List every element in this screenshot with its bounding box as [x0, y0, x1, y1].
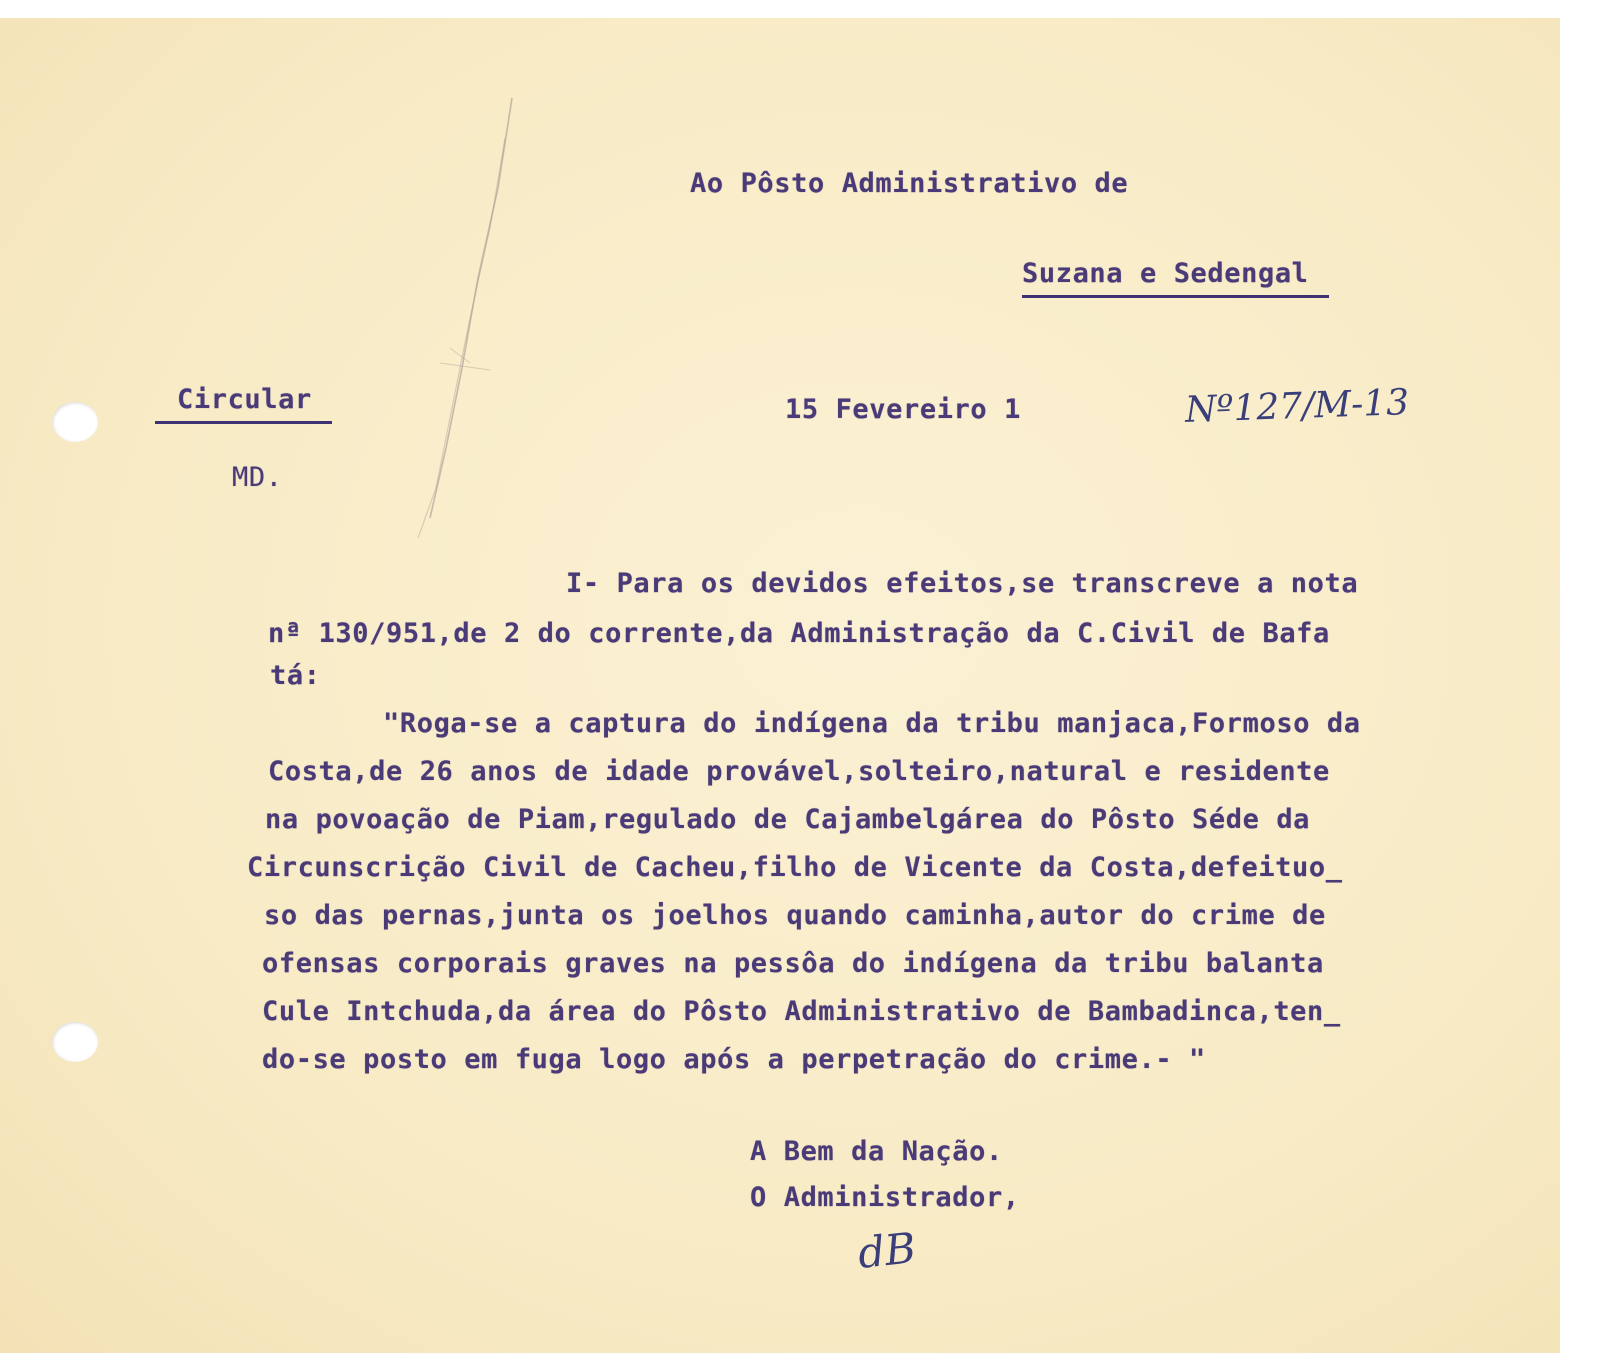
body-line-5: Costa,de 26 anos de idade provável,solteiro,natural e residente — [268, 756, 1330, 787]
body-line-9: ofensas corporais graves na pessôa do indígena da tribu balanta — [262, 948, 1324, 979]
md-label: MD. — [232, 462, 283, 493]
handwritten-reference: Nº127/M-13 — [1184, 382, 1410, 431]
body-line-10: Cule Intchuda,da área do Pôsto Administrativo de Bambadinca,ten_ — [262, 996, 1341, 1027]
closing-signatory: O Administrador, — [750, 1182, 1020, 1213]
body-line-11: do-se posto em fuga logo após a perpetração do crime.- " — [262, 1044, 1206, 1075]
page-margin — [1560, 0, 1600, 1363]
document-date: 15 Fevereiro 1 — [785, 394, 1021, 425]
body-line-4: "Roga-se a captura do indígena da tribu manjaca,Formoso da — [383, 708, 1361, 739]
body-line-6: na povoação de Piam,regulado de Cajambelgárea do Pôsto Séde da — [265, 804, 1311, 835]
body-line-2: nª 130/951,de 2 do corrente,da Administração da C.Civil de Bafa — [268, 618, 1330, 649]
addressee-line-2: Suzana e Sedengal — [1022, 258, 1329, 298]
closing-salutation: A Bem da Nação. — [750, 1136, 1003, 1167]
document-sheet — [0, 18, 1562, 1353]
body-line-1: I- Para os devidos efeitos,se transcreve a nota — [566, 568, 1359, 599]
body-line-8: so das pernas,junta os joelhos quando caminha,autor do crime de — [264, 900, 1326, 931]
handwritten-initials: dB — [855, 1223, 919, 1278]
punch-hole-top — [52, 402, 98, 442]
body-line-3: tá: — [270, 660, 321, 691]
addressee-line-1: Ao Pôsto Administrativo de — [690, 168, 1129, 199]
circular-label: Circular — [155, 384, 332, 424]
punch-hole-bottom — [52, 1022, 98, 1062]
body-line-7: Circunscrição Civil de Cacheu,filho de Vicente da Costa,defeituo_ — [247, 852, 1343, 883]
